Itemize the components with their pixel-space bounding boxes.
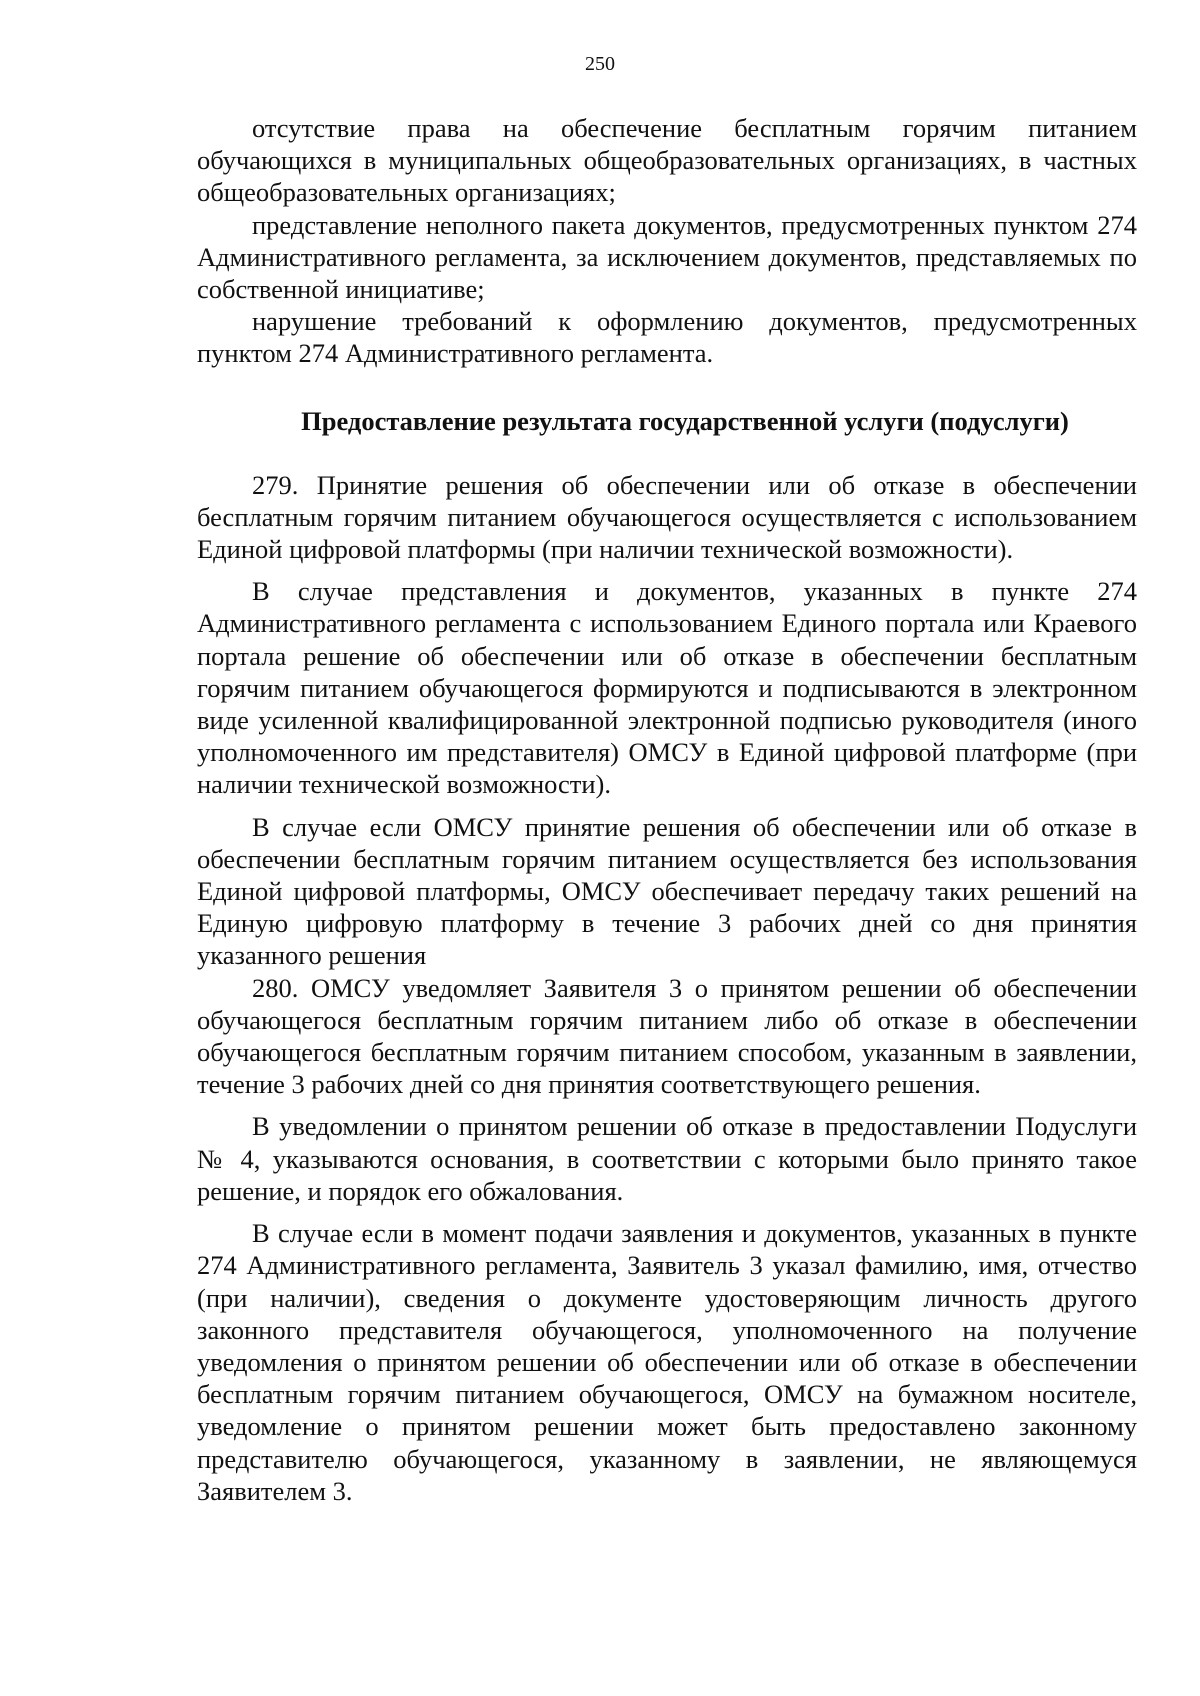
paragraph: В случае если в момент подачи заявления и документов, указанных в пункте 274 Административного регламента, Заявитель 3 указал фамилию, имя, отчество (при наличии), сведения о документе удостоверяющим личность другого законного представителя обучающегося, уполномоченного на получение уведомления о принятом решении об обеспечении или об отказе в обеспечении бесплатным горячим питанием обучающегося, ОМСУ на бумажном носителе, уведомление о принятом решении может быть предоставлено законному представителю обучающегося, указанному в заявлении, не являющемуся Заявителем 3. <box>197 1218 1137 1506</box>
paragraph: В случае представления и документов, указанных в пункте 274 Административного регламента с использованием Единого портала или Краевого портала решение об обеспечении или об отказе в обеспечении бесплатным горячим питанием обучающегося формируются и подписываются в электронном виде усиленной квалифицированной электронной подписью руководителя (иного уполномоченного им представителя) ОМСУ в Единой цифровой платформе (при наличии технической возможности). <box>197 576 1137 800</box>
paragraph-spacer <box>197 565 1137 575</box>
paragraph: 279. Принятие решения об обеспечении или об отказе в обеспечении бесплатным горячим питанием обучающегося осуществляется с использованием Единой цифровой платформы (при наличии технической возможности). <box>197 469 1137 565</box>
document-body <box>197 112 1137 1507</box>
paragraph-spacer <box>197 801 1137 811</box>
paragraph: отсутствие права на обеспечение бесплатным горячим питанием обучающихся в муниципальных общеобразовательных организациях, в частных общеобразовательных организациях; <box>197 113 1137 208</box>
paragraph: 280. ОМСУ уведомляет Заявителя 3 о принятом решении об обеспечении обучающегося бесплатным горячим питанием либо об отказе в обеспечении обучающегося бесплатным горячим питанием способом, указанным в заявлении, течение 3 рабочих дней со дня принятия соответствующего решения. <box>197 972 1137 1100</box>
paragraph: представление неполного пакета документов, предусмотренных пунктом 274 Административного регламента, за исключением документов, представляемых по собственной инициативе; <box>197 209 1137 305</box>
section-heading: Предоставление результата государственной услуги (подуслуги) <box>301 405 1069 436</box>
paragraph: нарушение требований к оформлению документов, предусмотренных пунктом 274 Административного регламента. <box>197 306 1137 369</box>
paragraph-spacer <box>197 1100 1137 1110</box>
paragraph-spacer <box>197 1207 1137 1217</box>
page-number: 250 <box>585 53 615 75</box>
paragraph: В случае если ОМСУ принятие решения об обеспечении или об отказе в обеспечении бесплатным горячим питанием осуществляется без использования Единой цифровой платформы, ОМСУ обеспечивает передачу таких решений на Единую цифровую платформу в течение 3 рабочих дней со дня принятия указанного решения <box>197 811 1137 971</box>
paragraph: В уведомлении о принятом решении об отказе в предоставлении Подуслуги № 4, указываются основания, в соответствии с которыми было принято такое решение, и порядок его обжалования. <box>197 1111 1137 1206</box>
